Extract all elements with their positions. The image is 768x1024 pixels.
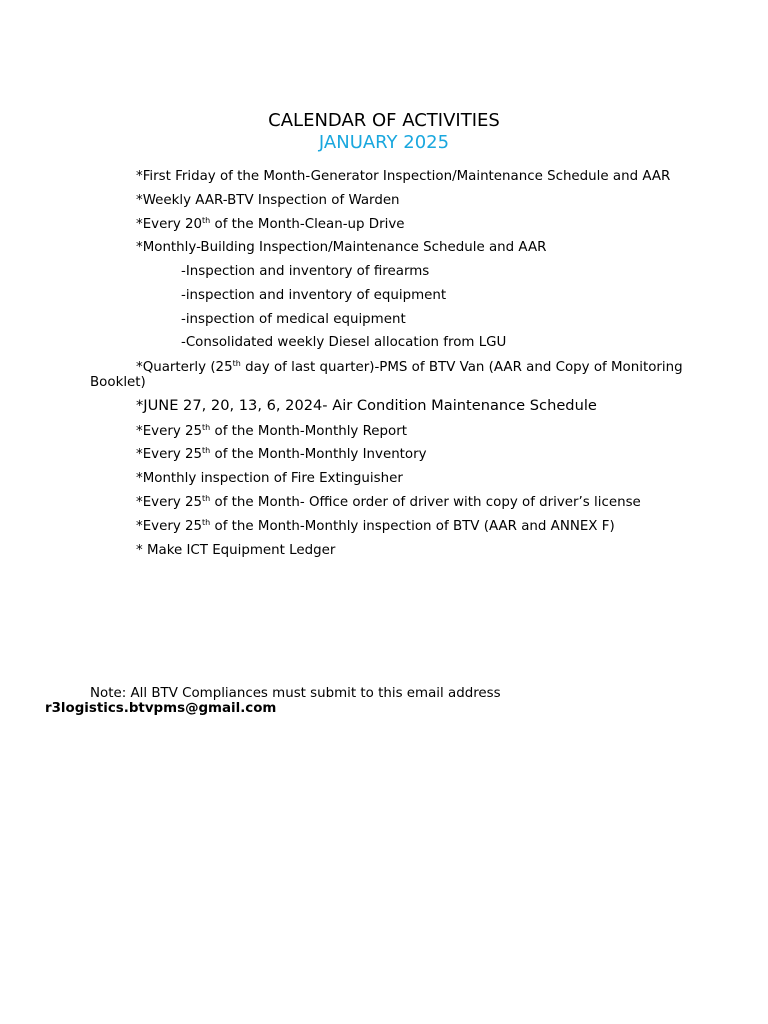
activity-item: [136, 495, 641, 511]
activity-item-continuation: Booklet): [90, 375, 146, 390]
activity-item: * Make ICT Equipment Ledger: [136, 543, 336, 558]
activity-item: [136, 519, 615, 535]
email-address: r3logistics.btvpms@gmail.com: [45, 701, 277, 716]
activity-text: of the Month-Clean-up Drive: [210, 217, 405, 232]
ordinal-suffix: th: [202, 423, 211, 432]
activity-text: *Every 20: [136, 217, 203, 232]
activity-text: *Every 25: [136, 519, 203, 534]
ordinal-suffix: th: [202, 518, 211, 527]
activity-text: of the Month-Monthly Report: [210, 424, 407, 439]
activity-text: day of last quarter)-PMS of BTV Van (AAR and Copy of Monitoring: [240, 360, 683, 375]
activity-item: [136, 217, 405, 233]
sub-activity-item: -Inspection and inventory of firearms: [181, 264, 430, 279]
activity-text: of the Month-Monthly inspection of BTV (AAR and ANNEX F): [210, 519, 615, 534]
ordinal-suffix: th: [202, 216, 211, 225]
activity-text: of the Month- Office order of driver with copy of driver’s license: [210, 495, 641, 510]
document-subtitle: JANUARY 2025: [318, 132, 450, 153]
activity-text: of the Month-Monthly Inventory: [210, 447, 427, 462]
activity-text: *Every 25: [136, 424, 203, 439]
ordinal-suffix: th: [202, 494, 211, 503]
sub-activity-item: -Consolidated weekly Diesel allocation from LGU: [181, 335, 507, 350]
activity-item: *Monthly-Building Inspection/Maintenance Schedule and AAR: [136, 240, 547, 255]
activity-text: *Every 25: [136, 495, 203, 510]
activity-item: *First Friday of the Month-Generator Inspection/Maintenance Schedule and AAR: [136, 169, 671, 184]
document-title: CALENDAR OF ACTIVITIES: [268, 110, 500, 131]
sub-activity-item: -inspection and inventory of equipment: [181, 288, 447, 303]
sub-activity-item: -inspection of medical equipment: [181, 312, 406, 327]
activity-item: [136, 424, 407, 440]
activity-item: *Weekly AAR-BTV Inspection of Warden: [136, 193, 400, 208]
ordinal-suffix: th: [232, 359, 241, 368]
activity-text: *Quarterly (25: [136, 360, 233, 375]
activity-item: [136, 447, 427, 463]
activity-item: *JUNE 27, 20, 13, 6, 2024- Air Condition Maintenance Schedule: [136, 397, 597, 414]
activity-text: *Every 25: [136, 447, 203, 462]
compliance-note: Note: All BTV Compliances must submit to this email address: [90, 686, 501, 701]
ordinal-suffix: th: [202, 446, 211, 455]
activity-item: *Monthly inspection of Fire Extinguisher: [136, 471, 403, 486]
activity-item: [136, 360, 683, 376]
